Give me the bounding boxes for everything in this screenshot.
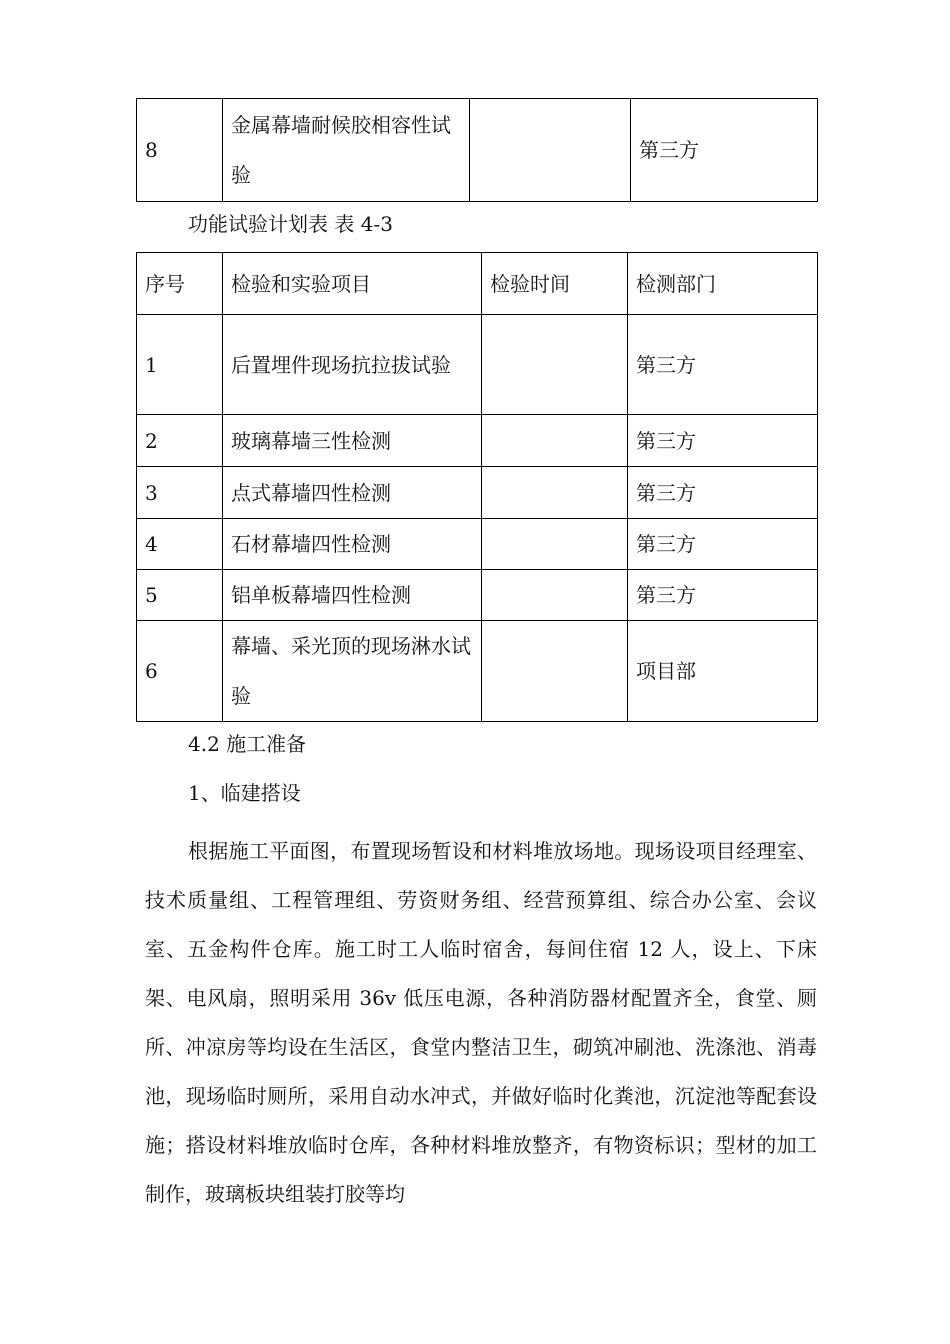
section-heading: 4.2 施工准备 [188, 732, 307, 756]
cell-no: 2 [137, 415, 223, 467]
cell-no: 4 [137, 519, 223, 570]
cell-dept: 第三方 [628, 570, 818, 621]
cell-item: 铝单板幕墙四性检测 [223, 570, 482, 621]
cell-dept: 项目部 [628, 621, 818, 722]
table-header-row [137, 253, 818, 315]
table-row [137, 415, 818, 467]
cell-time [482, 315, 628, 415]
table-caption: 功能试验计划表 表 4-3 [188, 212, 393, 236]
cell-no: 3 [137, 467, 223, 519]
cell-time [482, 519, 628, 570]
cell-dept: 第三方 [628, 519, 818, 570]
header-time: 检验时间 [482, 253, 628, 315]
cell-time [470, 99, 631, 202]
cell-item: 后置埋件现场抗拉拔试验 [223, 315, 482, 415]
cell-time [482, 621, 628, 722]
table-function-test-plan [136, 252, 818, 722]
cell-dept: 第三方 [628, 467, 818, 519]
cell-item: 幕墙、采光顶的现场淋水试验 [223, 621, 482, 722]
header-item: 检验和实验项目 [223, 253, 482, 315]
cell-dept: 第三方 [628, 315, 818, 415]
cell-no: 1 [137, 315, 223, 415]
header-no: 序号 [137, 253, 223, 315]
cell-no: 5 [137, 570, 223, 621]
table-test-plan-continued [136, 98, 818, 202]
table-row [137, 467, 818, 519]
cell-dept: 第三方 [631, 99, 818, 202]
cell-no: 6 [137, 621, 223, 722]
cell-item: 金属幕墙耐候胶相容性试验 [223, 99, 470, 202]
header-dept: 检测部门 [628, 253, 818, 315]
table-row [137, 519, 818, 570]
cell-item: 点式幕墙四性检测 [223, 467, 482, 519]
body-paragraph: 根据施工平面图，布置现场暂设和材料堆放场地。现场设项目经理室、技术质量组、工程管理组、劳资财务组、经营预算组、综合办公室、会议室、五金构件仓库。施工时工人临时宿舍，每间住宿 12 人，设上、下床架、电风扇，照明采用 36v 低压电源，各种消防器材配置齐全，食堂、厕所、冲凉房等均设在生活区，食堂内整洁卫生，砌筑冲刷池、洗涤池、消毒池，现场临时厕所，采用自动水冲式，并做好临时化粪池，沉淀池等配套设施；搭设材料堆放临时仓库，各种材料堆放整齐，有物资标识；型材的加工制作，玻璃板块组装打胶等均 [145, 839, 817, 1206]
cell-no: 8 [137, 99, 223, 202]
cell-item: 玻璃幕墙三性检测 [223, 415, 482, 467]
cell-time [482, 467, 628, 519]
sub-heading: 1、临建搭设 [188, 781, 301, 805]
table-row [137, 570, 818, 621]
cell-item: 石材幕墙四性检测 [223, 519, 482, 570]
table-row [137, 315, 818, 415]
table-row [137, 99, 818, 202]
cell-dept: 第三方 [628, 415, 818, 467]
table-row [137, 621, 818, 722]
cell-time [482, 570, 628, 621]
cell-time [482, 415, 628, 467]
